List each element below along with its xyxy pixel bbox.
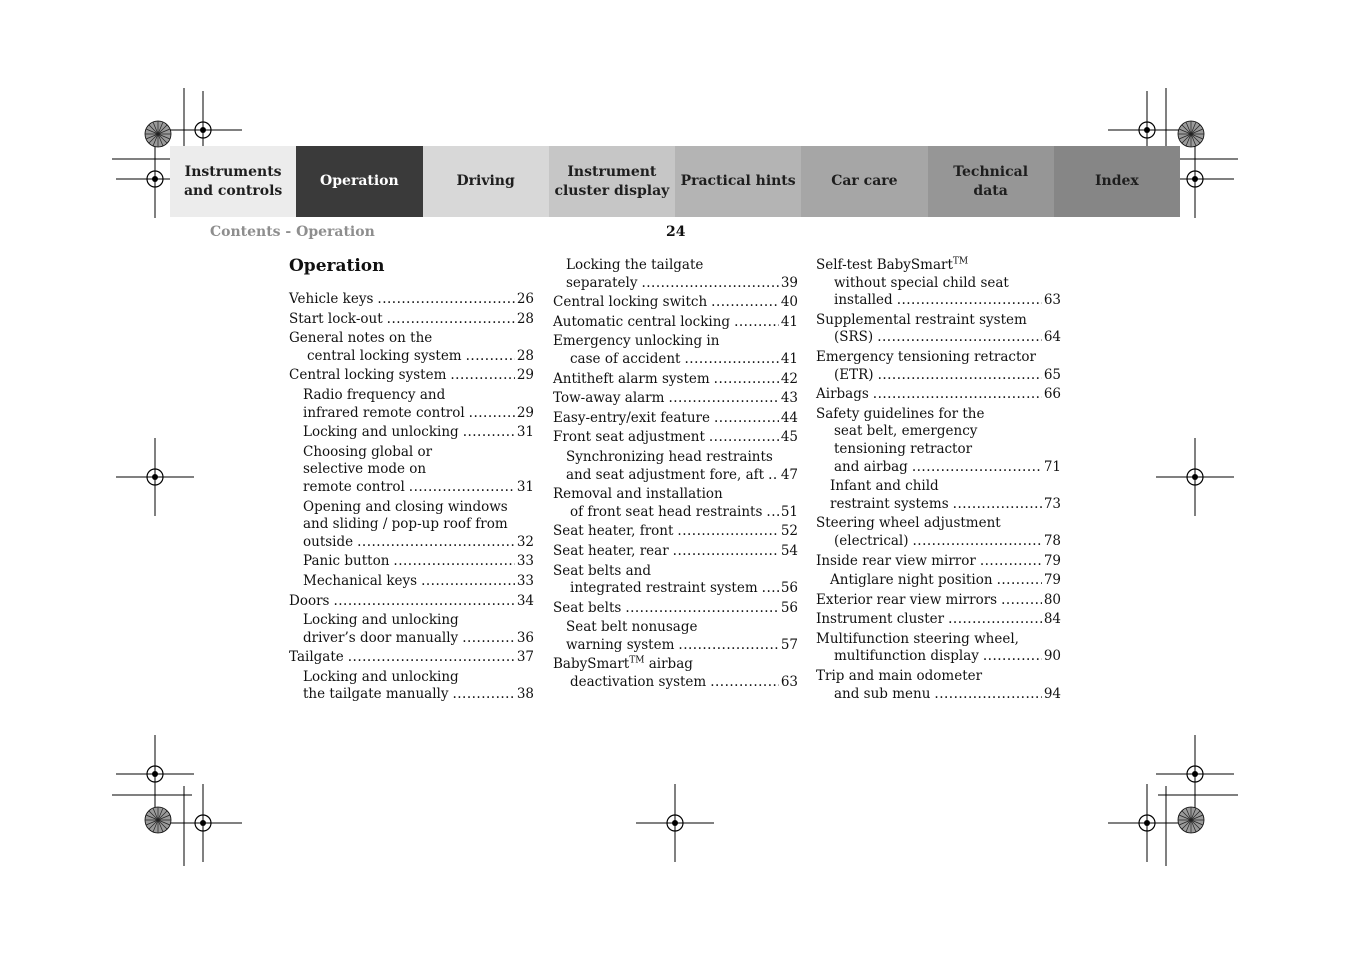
toc-entry-title: Locking and unlocking <box>303 612 459 629</box>
tab-car-care[interactable]: Car care <box>801 146 927 217</box>
toc-page-number: 32 <box>516 533 534 550</box>
toc-entry[interactable] <box>289 387 534 422</box>
tab-practical-hints[interactable]: Practical hints <box>675 146 801 217</box>
toc-page-number: 43 <box>780 390 798 407</box>
toc-entry-title: Seat heater, rear <box>553 542 669 559</box>
toc-entry-title: Central locking system <box>289 367 447 384</box>
dot-leader <box>357 534 515 552</box>
toc-entry[interactable] <box>553 371 798 389</box>
toc-entry-title: Front seat adjustment <box>553 429 705 446</box>
toc-entry[interactable] <box>289 573 534 591</box>
toc-entry[interactable] <box>553 486 798 521</box>
toc-page-number: 66 <box>1043 386 1061 403</box>
toc-entry-title: Vehicle keys <box>289 291 374 307</box>
toc-entry[interactable] <box>289 669 534 704</box>
toc-entry-title: Exterior rear view mirrors <box>816 591 998 608</box>
toc-page-number: 33 <box>516 572 534 589</box>
dot-leader <box>333 593 514 611</box>
toc-entry-title: BabySmart™ airbag <box>553 655 693 673</box>
toc-entry[interactable] <box>553 314 798 332</box>
toc-page-number: 28 <box>516 310 534 327</box>
toc-entry-title: without special child seat <box>834 274 1009 291</box>
toc-entry-title: Start lock-out <box>289 310 383 327</box>
toc-entry-title: Steering wheel adjustment <box>816 515 1001 532</box>
toc-entry-title: Inside rear view mirror <box>816 552 976 569</box>
toc-entry-title: integrated restraint system <box>570 580 758 597</box>
dot-leader <box>709 429 779 447</box>
toc-entry-title: Synchronizing head restraints <box>566 448 773 465</box>
toc-entry-title: Self-test BabySmart™ <box>816 256 969 273</box>
toc-entry-title: Infant and child <box>830 478 939 495</box>
toc-entry-title: Safety guidelines for the <box>816 405 985 422</box>
tab-index[interactable]: Index <box>1054 146 1180 217</box>
toc-entry-title: warning system <box>566 636 675 653</box>
toc-page-number: 56 <box>780 580 798 597</box>
toc-entry-title: Seat heater, front <box>553 523 674 540</box>
toc-entry[interactable] <box>816 386 1061 404</box>
toc-entry-title: Supplemental restraint system <box>816 311 1027 328</box>
toc-entry[interactable] <box>553 333 798 368</box>
toc-page-number: 42 <box>780 370 798 387</box>
toc-entry-title: driver’s door manually <box>303 629 459 646</box>
dot-leader <box>469 405 515 423</box>
section-tabs <box>170 146 1180 217</box>
toc-entry[interactable] <box>553 390 798 408</box>
toc-entry-title: General notes on the <box>289 330 433 347</box>
toc-page-number: 54 <box>780 542 798 559</box>
dot-leader <box>873 386 1042 404</box>
toc-entry[interactable] <box>553 543 798 561</box>
toc-entry[interactable] <box>289 649 534 667</box>
toc-page-number: 47 <box>780 466 798 483</box>
toc-page-number: 39 <box>780 274 798 291</box>
toc-entry-title: Seat belts <box>553 599 622 616</box>
toc-entry[interactable] <box>816 312 1061 347</box>
toc-page-number: 28 <box>516 347 534 364</box>
dot-leader <box>711 294 779 312</box>
toc-entry-title: Antiglare night position <box>830 572 993 589</box>
toc-page-number: 64 <box>1043 329 1061 346</box>
toc-page-number: 63 <box>1043 292 1061 309</box>
dot-leader <box>462 630 515 648</box>
toc-entry-title: and sub menu <box>834 685 931 702</box>
dot-leader <box>762 580 779 598</box>
toc-page-number: 31 <box>516 478 534 495</box>
toc-entry-title: Doors <box>289 592 330 609</box>
toc-page-number: 34 <box>516 592 534 609</box>
toc-page-number: 56 <box>780 599 798 616</box>
toc-entry-title: Automatic central locking <box>553 313 731 330</box>
toc-page-number: 79 <box>1043 572 1061 589</box>
dot-leader <box>878 367 1042 385</box>
toc-entry-title: Removal and installation <box>553 486 723 503</box>
toc-page-number: 65 <box>1043 366 1061 383</box>
toc-page-number: 84 <box>1043 611 1061 628</box>
toc-entry-title: central locking system <box>307 347 462 364</box>
toc-page-number: 26 <box>516 291 534 307</box>
dot-leader <box>714 371 779 389</box>
toc-entry-title: Locking and unlocking <box>303 668 459 685</box>
toc-entry-title: Locking and unlocking <box>303 424 459 441</box>
toc-page-number: 78 <box>1043 532 1061 549</box>
dot-leader <box>953 496 1042 514</box>
dot-leader <box>677 523 778 541</box>
contents-column-3 <box>816 257 1061 705</box>
toc-entry-title: seat belt, emergency <box>834 423 978 440</box>
toc-page-number: 57 <box>780 636 798 653</box>
toc-entry-title: tensioning retractor <box>834 440 973 457</box>
tab-operation[interactable]: Operation <box>296 146 422 217</box>
contents-column-1 <box>289 291 534 706</box>
toc-page-number: 52 <box>780 523 798 540</box>
toc-entry[interactable] <box>816 631 1061 666</box>
toc-entry-title: of front seat head restraints <box>570 503 763 520</box>
toc-entry-title: selective mode on <box>303 461 427 478</box>
toc-page-number: 71 <box>1043 458 1061 475</box>
dot-leader <box>625 600 779 618</box>
toc-entry-title: and sliding / pop-up roof from <box>303 516 508 533</box>
dot-leader <box>710 674 779 692</box>
dot-leader <box>673 543 779 561</box>
toc-entry[interactable] <box>816 257 1061 310</box>
toc-entry-title: (SRS) <box>834 329 874 346</box>
toc-entry[interactable] <box>553 619 798 654</box>
toc-page-number: 41 <box>780 313 798 330</box>
toc-page-number: 41 <box>780 350 798 367</box>
toc-entry-title: deactivation system <box>570 674 707 691</box>
dot-leader <box>766 504 778 522</box>
toc-page-number: 63 <box>780 674 798 691</box>
toc-entry[interactable] <box>816 592 1061 610</box>
toc-entry-title: Opening and closing windows <box>303 498 508 515</box>
dot-leader <box>387 311 515 329</box>
dot-leader <box>452 686 514 704</box>
tab-instruments-and-controls[interactable]: Instruments and controls <box>170 146 296 217</box>
toc-entry-title: Panic button <box>303 553 390 570</box>
toc-entry-title: multifunction display <box>834 648 979 665</box>
toc-entry-title: installed <box>834 292 893 309</box>
dot-leader <box>463 424 515 442</box>
toc-entry[interactable] <box>289 330 534 365</box>
toc-page-number: 33 <box>516 553 534 570</box>
toc-entry-title: Emergency tensioning retractor <box>816 348 1036 365</box>
toc-entry[interactable] <box>816 478 1061 513</box>
page-number: 24 <box>666 224 686 240</box>
tab-technical-data[interactable]: Technical data <box>928 146 1054 217</box>
toc-entry[interactable] <box>289 291 534 309</box>
dot-leader <box>983 648 1042 666</box>
toc-entry[interactable] <box>289 612 534 647</box>
dot-leader <box>450 367 514 385</box>
dot-leader <box>684 351 778 369</box>
toc-entry-title: Emergency unlocking in <box>553 333 720 350</box>
toc-page-number: 40 <box>780 294 798 311</box>
toc-entry[interactable] <box>816 611 1061 629</box>
toc-entry[interactable] <box>289 367 534 385</box>
toc-entry-title: Seat belts and <box>553 562 651 579</box>
dot-leader <box>897 292 1042 310</box>
toc-entry[interactable] <box>289 499 534 552</box>
dot-leader <box>877 329 1042 347</box>
toc-page-number: 73 <box>1043 495 1061 512</box>
toc-entry[interactable] <box>553 600 798 618</box>
toc-page-number: 45 <box>780 429 798 446</box>
breadcrumb: Contents - Operation <box>210 224 375 240</box>
toc-page-number: 38 <box>516 686 534 703</box>
toc-entry-title: restraint systems <box>830 495 949 512</box>
toc-entry[interactable] <box>553 294 798 312</box>
dot-leader <box>714 410 779 428</box>
toc-page-number: 44 <box>780 409 798 426</box>
dot-leader <box>377 291 514 309</box>
toc-entry-title: Multifunction steering wheel, <box>816 630 1019 647</box>
toc-entry-title: (electrical) <box>834 532 909 549</box>
toc-entry-title: infrared remote control <box>303 404 465 421</box>
toc-page-number: 51 <box>780 503 798 520</box>
dot-leader <box>1001 592 1042 610</box>
toc-entry-title: and seat adjustment fore, aft <box>566 466 765 483</box>
toc-entry[interactable] <box>553 523 798 541</box>
toc-page-number: 36 <box>516 629 534 646</box>
toc-entry[interactable] <box>816 553 1061 571</box>
toc-entry-title: outside <box>303 533 354 550</box>
dot-leader <box>934 686 1041 704</box>
dot-leader <box>393 553 514 571</box>
dot-leader <box>734 314 779 332</box>
dot-leader <box>912 459 1042 477</box>
toc-entry[interactable] <box>289 444 534 497</box>
dot-leader <box>678 637 778 655</box>
toc-entry[interactable] <box>553 429 798 447</box>
toc-entry-title: separately <box>566 274 638 291</box>
toc-entry[interactable] <box>816 349 1061 384</box>
dot-leader <box>980 553 1042 571</box>
toc-page-number: 29 <box>516 367 534 384</box>
dot-leader <box>768 467 779 485</box>
toc-entry-title: Locking the tailgate <box>566 257 704 273</box>
toc-entry[interactable] <box>553 656 798 691</box>
dot-leader <box>668 390 778 408</box>
section-title: Operation <box>289 256 385 276</box>
dot-leader <box>641 275 778 293</box>
toc-entry[interactable] <box>553 257 798 292</box>
dot-leader <box>466 348 515 366</box>
toc-entry[interactable] <box>289 553 534 571</box>
toc-page-number: 31 <box>516 424 534 441</box>
toc-entry-title: Central locking switch <box>553 294 708 311</box>
toc-entry[interactable] <box>816 515 1061 550</box>
toc-entry-title: (ETR) <box>834 366 874 383</box>
toc-entry-title: Seat belt nonusage <box>566 619 698 636</box>
toc-page-number: 94 <box>1043 685 1061 702</box>
toc-entry[interactable] <box>816 572 1061 590</box>
toc-entry[interactable] <box>289 424 534 442</box>
toc-entry[interactable] <box>553 410 798 428</box>
toc-entry[interactable] <box>289 593 534 611</box>
toc-page-number: 79 <box>1043 552 1061 569</box>
toc-entry-title: Choosing global or <box>303 443 433 460</box>
tab-driving[interactable]: Driving <box>423 146 549 217</box>
toc-entry-title: Mechanical keys <box>303 572 418 589</box>
dot-leader <box>409 479 515 497</box>
toc-entry-title: the tailgate manually <box>303 686 449 703</box>
toc-entry-title: Instrument cluster <box>816 611 945 628</box>
toc-entry-title: Antitheft alarm system <box>553 370 710 387</box>
dot-leader <box>348 649 515 667</box>
toc-page-number: 90 <box>1043 648 1061 665</box>
toc-entry[interactable] <box>553 563 798 598</box>
toc-entry[interactable] <box>289 311 534 329</box>
toc-entry-title: and airbag <box>834 458 908 475</box>
toc-entry-title: Easy-entry/exit feature <box>553 409 710 426</box>
dot-leader <box>421 573 515 591</box>
toc-page-number: 37 <box>516 649 534 666</box>
toc-entry[interactable] <box>816 668 1061 703</box>
toc-entry[interactable] <box>553 449 798 484</box>
toc-page-number: 29 <box>516 404 534 421</box>
toc-entry-title: case of accident <box>570 350 681 367</box>
contents-column-2 <box>553 257 798 694</box>
toc-entry-title: Airbags <box>816 386 869 403</box>
toc-entry-title: Tailgate <box>289 649 344 666</box>
dot-leader <box>997 572 1042 590</box>
toc-page-number: 80 <box>1043 591 1061 608</box>
toc-entry-title: Radio frequency and <box>303 386 446 403</box>
toc-entry-title: Tow-away alarm <box>553 390 665 407</box>
toc-entry-title: Trip and main odometer <box>816 668 983 685</box>
dot-leader <box>913 533 1042 551</box>
tab-instrument-cluster-display[interactable]: Instrument cluster display <box>549 146 675 217</box>
toc-entry[interactable] <box>816 406 1061 476</box>
dot-leader <box>948 611 1042 629</box>
toc-entry-title: remote control <box>303 478 405 495</box>
